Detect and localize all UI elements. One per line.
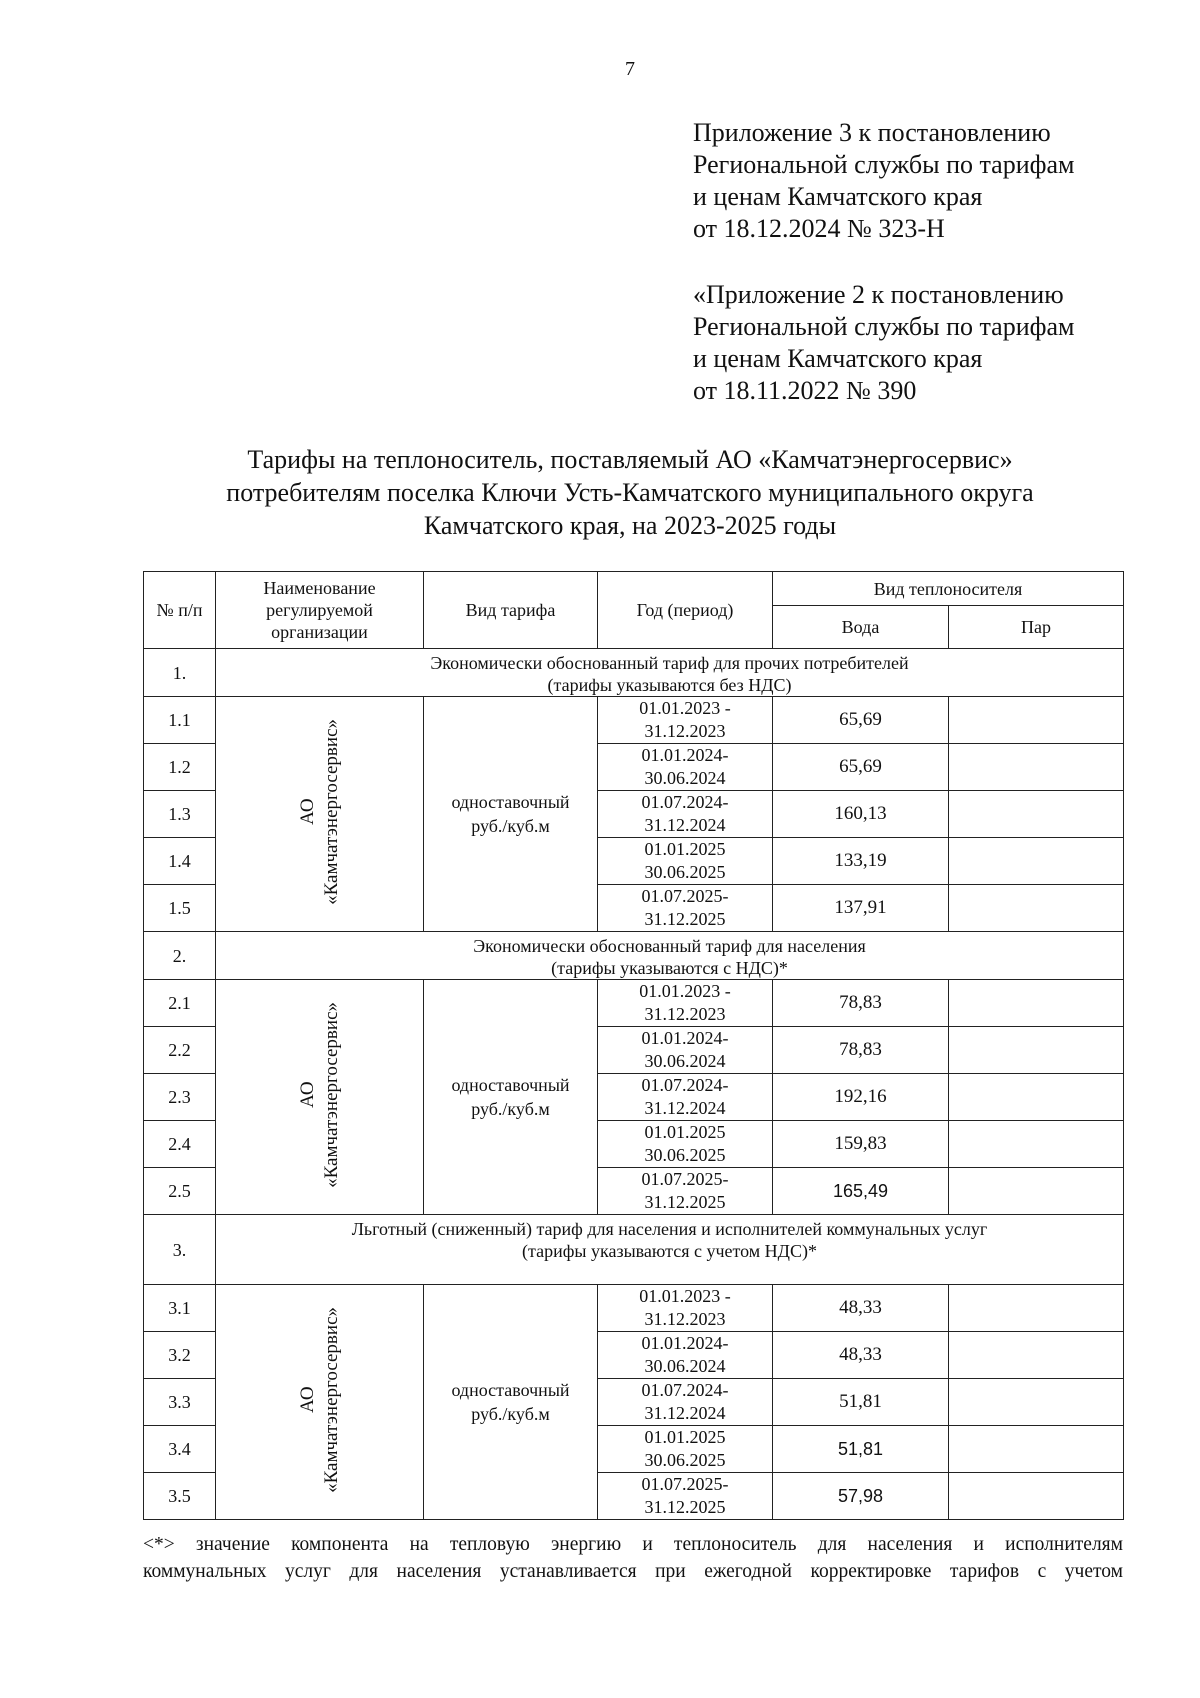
row-num: 1.1 bbox=[144, 697, 216, 744]
header-period: Год (период) bbox=[598, 572, 773, 649]
footnote-line: коммунальных услуг для населения устанавливается при ежегодной корректировке тарифов с учетом bbox=[143, 1561, 1123, 1582]
period-cell bbox=[598, 1074, 773, 1121]
water-value: 137,91 bbox=[773, 885, 949, 932]
org-name bbox=[296, 1002, 344, 1188]
steam-value bbox=[949, 1285, 1124, 1332]
appendix-line: «Приложение 2 к постановлению bbox=[693, 280, 1064, 309]
period-end: 30.06.2025 bbox=[644, 1450, 726, 1470]
period-end: 31.12.2023 bbox=[644, 721, 726, 741]
period-start: 01.01.2024- bbox=[641, 1028, 729, 1048]
period-start: 01.01.2025 bbox=[644, 1122, 726, 1142]
steam-value bbox=[949, 1074, 1124, 1121]
row-num: 2.4 bbox=[144, 1121, 216, 1168]
period-start: 01.07.2025- bbox=[641, 1169, 729, 1189]
steam-value bbox=[949, 1379, 1124, 1426]
tariff-type-line: одноставочный bbox=[451, 1075, 570, 1095]
period-cell bbox=[598, 1332, 773, 1379]
period-start: 01.01.2023 - bbox=[639, 981, 731, 1001]
period-end: 31.12.2024 bbox=[644, 1098, 726, 1118]
period-cell bbox=[598, 980, 773, 1027]
row-num: 1.3 bbox=[144, 791, 216, 838]
water-value: 165,49 bbox=[773, 1168, 949, 1215]
period-cell bbox=[598, 1027, 773, 1074]
steam-value bbox=[949, 791, 1124, 838]
period-start: 01.01.2025 bbox=[644, 839, 726, 859]
row-num: 2.2 bbox=[144, 1027, 216, 1074]
tariff-unit-line: руб./куб.м bbox=[471, 816, 550, 836]
org-cell bbox=[216, 697, 424, 932]
period-cell bbox=[598, 1473, 773, 1520]
period-start: 01.07.2024- bbox=[641, 792, 729, 812]
period-end: 31.12.2025 bbox=[644, 1192, 726, 1212]
period-end: 30.06.2025 bbox=[644, 1145, 726, 1165]
tariffs-body bbox=[144, 649, 1124, 1520]
row-num: 3.3 bbox=[144, 1379, 216, 1426]
row-num: 1.5 bbox=[144, 885, 216, 932]
steam-value bbox=[949, 1027, 1124, 1074]
tariff-row bbox=[144, 980, 1124, 1027]
tariff-unit-line: руб./куб.м bbox=[471, 1099, 550, 1119]
section-title-line: Льготный (сниженный) тариф для населения и исполнителей коммунальных услуг bbox=[351, 1219, 988, 1239]
appendix-2-reference bbox=[693, 279, 1074, 407]
water-value: 48,33 bbox=[773, 1285, 949, 1332]
section-title-line: Экономически обоснованный тариф для населения bbox=[473, 936, 866, 956]
period-end: 30.06.2024 bbox=[644, 1356, 726, 1376]
section-title-note: (тарифы указываются с учетом НДС)* bbox=[522, 1241, 817, 1261]
org-name-line: «Камчатэнергосервис» bbox=[320, 1001, 342, 1188]
org-cell bbox=[216, 980, 424, 1215]
org-name-line: АО bbox=[296, 1386, 318, 1413]
appendix-line: от 18.12.2024 № 323-Н bbox=[693, 214, 945, 243]
header-tariff-type: Вид тарифа bbox=[424, 572, 598, 649]
title-line: потребителям поселка Ключи Усть-Камчатского муниципального округа bbox=[226, 478, 1034, 507]
appendix-line: и ценам Камчатского края bbox=[693, 344, 983, 373]
tariff-type-cell bbox=[424, 1285, 598, 1520]
period-end: 30.06.2024 bbox=[644, 1051, 726, 1071]
tariff-unit-line: руб./куб.м bbox=[471, 1404, 550, 1424]
appendix-line: и ценам Камчатского края bbox=[693, 182, 983, 211]
section-title bbox=[216, 1215, 1124, 1285]
water-value: 65,69 bbox=[773, 744, 949, 791]
water-value: 133,19 bbox=[773, 838, 949, 885]
page-number: 7 bbox=[625, 58, 635, 80]
header-carrier: Вид теплоносителя bbox=[773, 572, 1124, 606]
header-org: Наименование регулируемой организации bbox=[216, 572, 424, 649]
section-title-note: (тарифы указываются без НДС) bbox=[547, 675, 792, 695]
period-end: 31.12.2024 bbox=[644, 1403, 726, 1423]
steam-value bbox=[949, 697, 1124, 744]
org-name bbox=[296, 719, 344, 905]
water-value: 78,83 bbox=[773, 980, 949, 1027]
header-row bbox=[144, 572, 1124, 606]
period-end: 31.12.2023 bbox=[644, 1309, 726, 1329]
period-cell bbox=[598, 1121, 773, 1168]
tariff-row bbox=[144, 1285, 1124, 1332]
header-water: Вода bbox=[773, 606, 949, 649]
period-start: 01.01.2023 - bbox=[639, 1286, 731, 1306]
document-title bbox=[140, 443, 1120, 542]
period-start: 01.07.2025- bbox=[641, 1474, 729, 1494]
water-value: 192,16 bbox=[773, 1074, 949, 1121]
row-num: 2.5 bbox=[144, 1168, 216, 1215]
period-cell bbox=[598, 1379, 773, 1426]
appendix-line: Приложение 3 к постановлению bbox=[693, 118, 1051, 147]
steam-value bbox=[949, 885, 1124, 932]
org-name bbox=[296, 1307, 344, 1493]
section-header-row bbox=[144, 1215, 1124, 1285]
tariff-type-line: одноставочный bbox=[451, 792, 570, 812]
steam-value bbox=[949, 980, 1124, 1027]
period-start: 01.07.2024- bbox=[641, 1380, 729, 1400]
period-start: 01.01.2023 - bbox=[639, 698, 731, 718]
water-value: 48,33 bbox=[773, 1332, 949, 1379]
tariff-row bbox=[144, 697, 1124, 744]
footnote bbox=[143, 1531, 1123, 1585]
period-cell bbox=[598, 1285, 773, 1332]
row-num: 2.3 bbox=[144, 1074, 216, 1121]
row-num: 3.1 bbox=[144, 1285, 216, 1332]
period-start: 01.01.2024- bbox=[641, 1333, 729, 1353]
row-num: 2.1 bbox=[144, 980, 216, 1027]
row-num: 3.4 bbox=[144, 1426, 216, 1473]
section-num: 2. bbox=[144, 932, 216, 980]
org-name-line: АО bbox=[296, 1081, 318, 1108]
footnote-line: <*> значение компонента на тепловую энергию и теплоноситель для населения и исполнителям bbox=[143, 1534, 1123, 1555]
tariff-type-line: одноставочный bbox=[451, 1380, 570, 1400]
period-end: 30.06.2024 bbox=[644, 768, 726, 788]
water-value: 51,81 bbox=[773, 1426, 949, 1473]
section-header-row bbox=[144, 649, 1124, 697]
water-value: 51,81 bbox=[773, 1379, 949, 1426]
appendix-line: Региональной службы по тарифам bbox=[693, 150, 1075, 179]
steam-value bbox=[949, 1168, 1124, 1215]
water-value: 65,69 bbox=[773, 697, 949, 744]
period-start: 01.01.2025 bbox=[644, 1427, 726, 1447]
section-header-row bbox=[144, 932, 1124, 980]
period-end: 30.06.2025 bbox=[644, 862, 726, 882]
period-end: 31.12.2024 bbox=[644, 815, 726, 835]
appendix-line: Региональной службы по тарифам bbox=[693, 312, 1075, 341]
org-name-line: «Камчатэнергосервис» bbox=[320, 1306, 342, 1493]
title-line: Камчатского края, на 2023-2025 годы bbox=[423, 511, 837, 540]
header-steam: Пар bbox=[949, 606, 1124, 649]
steam-value bbox=[949, 1121, 1124, 1168]
row-num: 1.4 bbox=[144, 838, 216, 885]
steam-value bbox=[949, 1473, 1124, 1520]
period-cell bbox=[598, 885, 773, 932]
org-name-line: АО bbox=[296, 798, 318, 825]
org-name-line: «Камчатэнергосервис» bbox=[320, 718, 342, 905]
title-line: Тарифы на теплоноситель, поставляемый АО «Камчатэнергосервис» bbox=[247, 445, 1013, 474]
org-cell bbox=[216, 1285, 424, 1520]
appendix-3-reference bbox=[693, 117, 1074, 245]
period-cell bbox=[598, 838, 773, 885]
appendix-line: от 18.11.2022 № 390 bbox=[693, 376, 917, 405]
tariff-type-cell bbox=[424, 697, 598, 932]
row-num: 3.5 bbox=[144, 1473, 216, 1520]
water-value: 57,98 bbox=[773, 1473, 949, 1520]
steam-value bbox=[949, 1332, 1124, 1379]
water-value: 159,83 bbox=[773, 1121, 949, 1168]
row-num: 3.2 bbox=[144, 1332, 216, 1379]
section-title bbox=[216, 932, 1124, 980]
water-value: 160,13 bbox=[773, 791, 949, 838]
period-cell bbox=[598, 1426, 773, 1473]
section-title-line: Экономически обоснованный тариф для прочих потребителей bbox=[430, 653, 909, 673]
header-num: № п/п bbox=[144, 572, 216, 649]
steam-value bbox=[949, 838, 1124, 885]
period-cell bbox=[598, 791, 773, 838]
steam-value bbox=[949, 744, 1124, 791]
water-value: 78,83 bbox=[773, 1027, 949, 1074]
tariff-type-cell bbox=[424, 980, 598, 1215]
period-start: 01.07.2025- bbox=[641, 886, 729, 906]
section-title-note: (тарифы указываются с НДС)* bbox=[551, 958, 788, 978]
steam-value bbox=[949, 1426, 1124, 1473]
period-end: 31.12.2023 bbox=[644, 1004, 726, 1024]
period-cell bbox=[598, 1168, 773, 1215]
period-cell bbox=[598, 697, 773, 744]
period-start: 01.07.2024- bbox=[641, 1075, 729, 1095]
section-num: 1. bbox=[144, 649, 216, 697]
period-start: 01.01.2024- bbox=[641, 745, 729, 765]
period-end: 31.12.2025 bbox=[644, 909, 726, 929]
section-title bbox=[216, 649, 1124, 697]
section-num: 3. bbox=[144, 1215, 216, 1285]
tariffs-table bbox=[143, 571, 1124, 1520]
row-num: 1.2 bbox=[144, 744, 216, 791]
period-cell bbox=[598, 744, 773, 791]
period-end: 31.12.2025 bbox=[644, 1497, 726, 1517]
